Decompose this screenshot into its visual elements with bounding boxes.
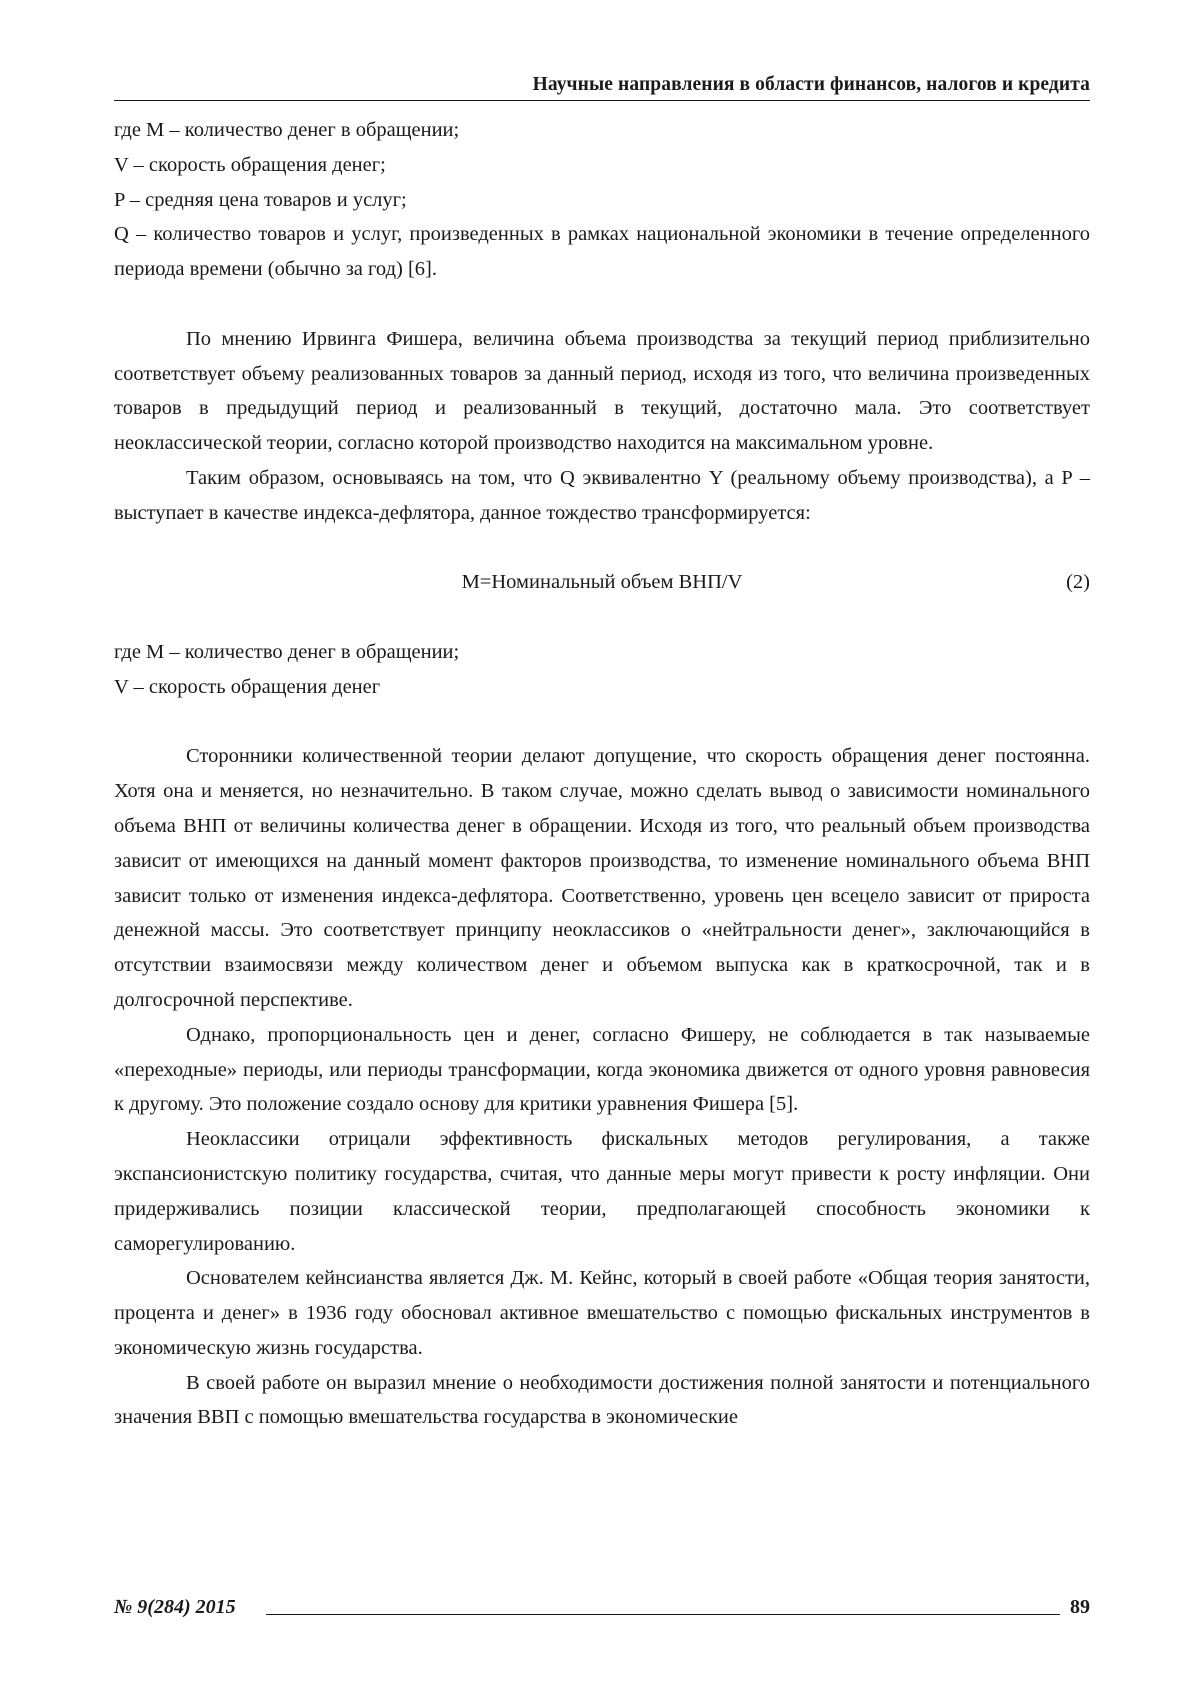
paragraph-keynes: Основателем кейнсианства является Дж. М. Кейнс, который в своей работе «Общая теория занятости, процента и денег» в 1936 году обосновал активное вмешательство с помощью фискальных инструментов в экономическую жизнь государства. (114, 1267, 1090, 1359)
running-header (114, 70, 1090, 101)
page-body (114, 113, 1090, 1435)
definition-p: P – средняя цена товаров и услуг; (114, 188, 407, 211)
definition-q: Q – количество товаров и услуг, произведенных в рамках национальной экономики в течение определенного периода времени (обычно за год) [6]. (114, 223, 1090, 281)
definition-v-2: V – скорость обращения денег (114, 675, 381, 698)
running-footer (114, 1592, 1090, 1622)
spacer (114, 287, 1090, 322)
spacer (114, 600, 1090, 635)
paragraph-keynes-opinion: В своей работе он выразил мнение о необходимости достижения полной занятости и потенциального значения ВВП с помощью вмешательства государства в экономические (114, 1371, 1090, 1429)
equation-number: (2) (1066, 571, 1090, 594)
paragraph-quantity-theory: Сторонники количественной теории делают допущение, что скорость обращения денег постоянна. Хотя она и меняется, но незначительно. В таком случае, можно сделать вывод о зависимости номинального объема ВНП от величины количества денег в обращении. Исходя из того, что реальный объем производства зависит от имеющихся на данный момент факторов производства, то изменение номинального объема ВНП зависит только от изменения индекса-дефлятора. Соответственно, уровень цен всецело зависит от прироста денежной массы. Это соответствует принципу неоклассиков о «нейтральности денег», заключающийся в отсутствии взаимосвязи между количеством денег и объемом выпуска как в краткосрочной, так и в долгосрочной перспективе. (114, 745, 1090, 1011)
equation-2 (114, 565, 1090, 600)
paragraph-transformation: Таким образом, основываясь на том, что Q эквивалентно Y (реальному объему производства), а P – выступает в качестве индекса-дефлятора, данное тождество трансформируется: (114, 466, 1090, 524)
definition-v: V – скорость обращения денег; (114, 153, 386, 176)
equation-text: M=Номинальный объем ВНП/V (461, 571, 743, 594)
definition-m-2: где M – количество денег в обращении; (114, 640, 460, 663)
spacer (114, 531, 1090, 566)
definition-m: где M – количество денег в обращении; (114, 119, 460, 141)
journal-section-title: Научные направления в области финансов, налогов и кредита (532, 74, 1090, 95)
issue-number: № 9(284) 2015 (114, 1596, 236, 1618)
paragraph-neoclassics: Неоклассики отрицали эффективность фискальных методов регулирования, а также экспансионистскую политику государства, считая, что данные меры могут привести к росту инфляции. Они придерживались позиции классической теории, предполагающей способность экономики к саморегулированию. (114, 1128, 1090, 1255)
footer-rule (266, 1614, 1060, 1615)
page-number: 89 (1070, 1596, 1090, 1618)
paragraph-transition-periods: Однако, пропорциональность цен и денег, согласно Фишеру, не соблюдается в так называемые «переходные» периоды, или периоды трансформации, когда экономика движется от одного уровня равновесия к другому. Это положение создало основу для критики уравнения Фишера [5]. (114, 1023, 1090, 1116)
spacer (114, 705, 1090, 740)
paragraph-fisher-opinion: По мнению Ирвинга Фишера, величина объема производства за текущий период приблизительно соответствует объему реализованных товаров за данный период, исходя из того, что величина произведенных товаров в предыдущий период и реализованный в текущий, достаточно мала. Это соответствует неоклассической теории, согласно которой производство находится на максимальном уровне. (114, 327, 1090, 455)
